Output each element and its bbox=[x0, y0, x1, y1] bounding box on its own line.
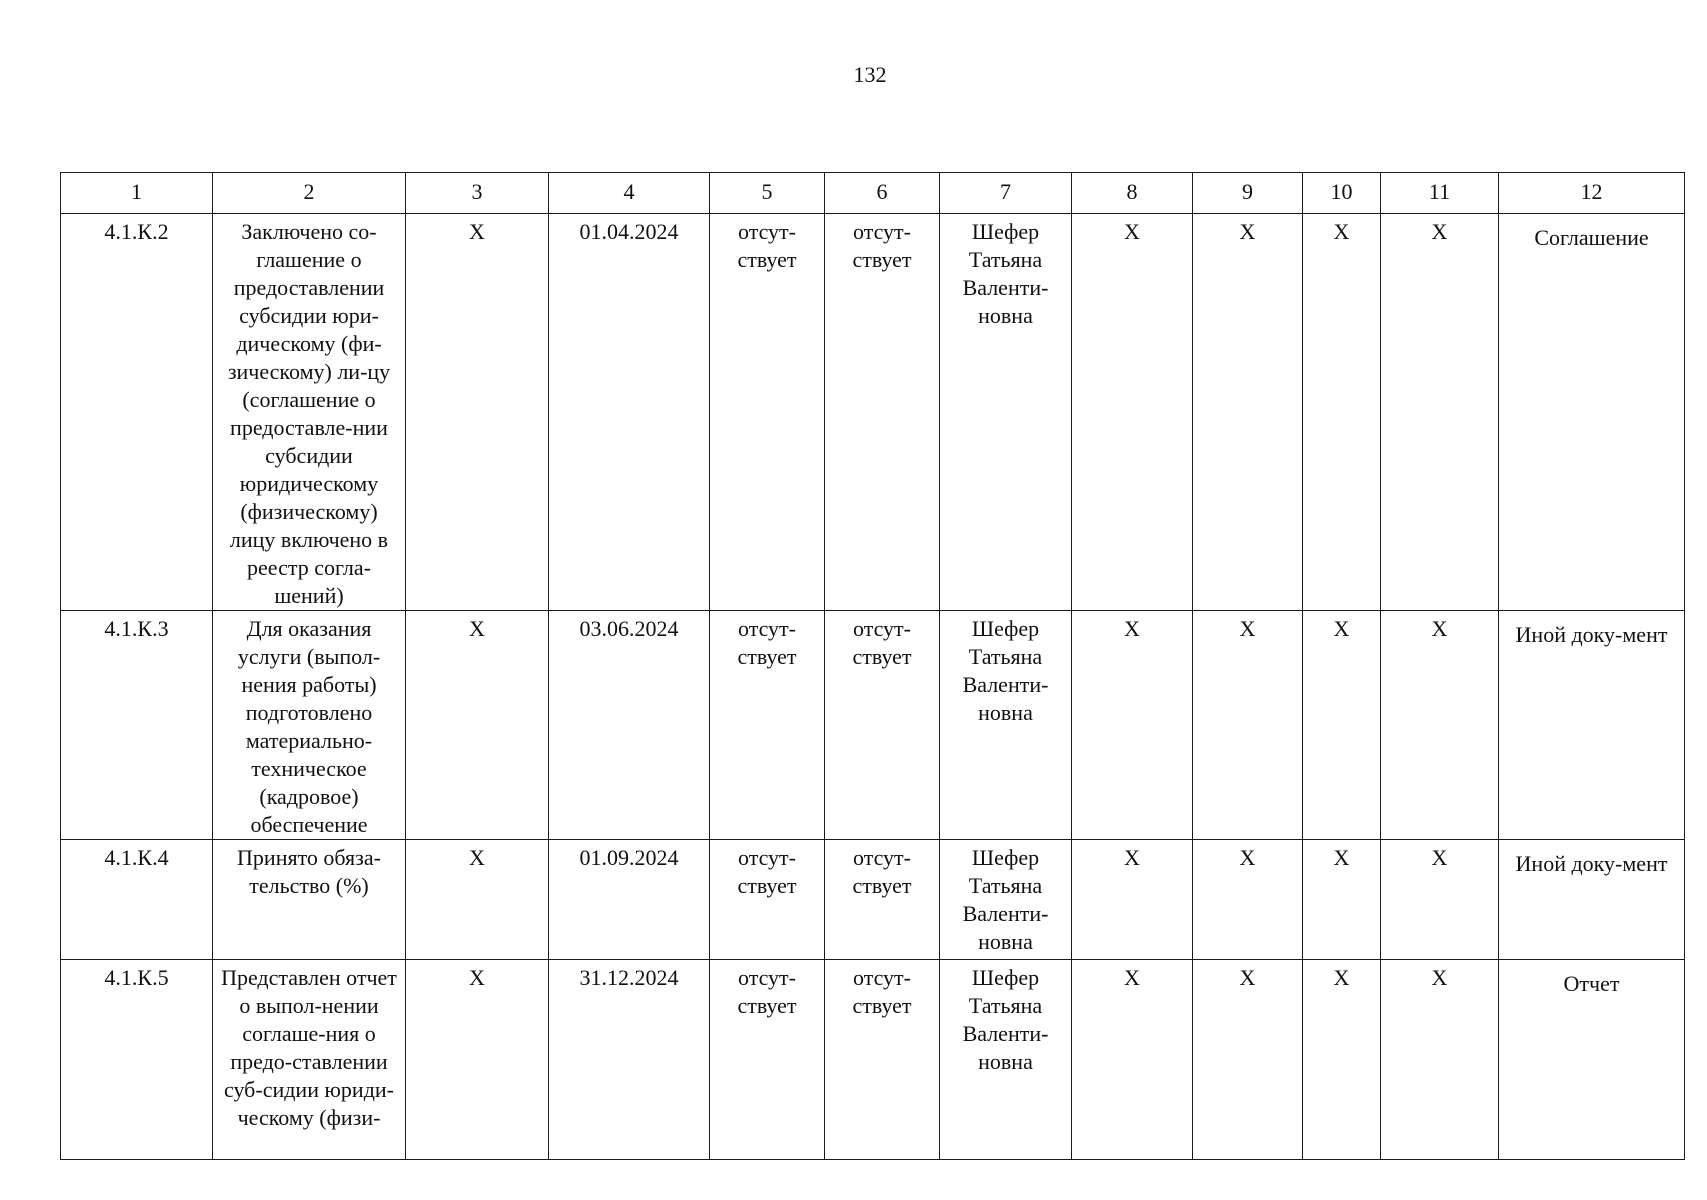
cell-col10: X bbox=[1303, 214, 1381, 611]
cell-col5: отсут-ствует bbox=[710, 960, 825, 1160]
cell-col3: X bbox=[406, 840, 549, 960]
cell-responsible: Шефер Татьяна Валенти-новна bbox=[940, 960, 1072, 1160]
cell-responsible: Шефер Татьяна Валенти-новна bbox=[940, 840, 1072, 960]
cell-col3: X bbox=[406, 214, 549, 611]
cell-col10: X bbox=[1303, 960, 1381, 1160]
cell-col10: X bbox=[1303, 840, 1381, 960]
cell-document: Отчет bbox=[1499, 960, 1685, 1160]
cell-description: Для оказания услуги (выпол-нения работы) подготовлено материально-техническое (кадровое) обеспечение bbox=[213, 611, 406, 840]
column-header: 6 bbox=[825, 173, 940, 214]
column-header: 10 bbox=[1303, 173, 1381, 214]
cell-col8: X bbox=[1072, 960, 1193, 1160]
cell-date: 01.04.2024 bbox=[549, 214, 710, 611]
cell-col8: X bbox=[1072, 611, 1193, 840]
table-row bbox=[61, 840, 1685, 960]
cell-col9: X bbox=[1193, 840, 1303, 960]
cell-col6: отсут-ствует bbox=[825, 960, 940, 1160]
document-table bbox=[60, 172, 1685, 1160]
cell-document: Иной доку-мент bbox=[1499, 611, 1685, 840]
table-row bbox=[61, 214, 1685, 611]
cell-col5: отсут-ствует bbox=[710, 611, 825, 840]
column-header: 2 bbox=[213, 173, 406, 214]
cell-description: Принято обяза-тельство (%) bbox=[213, 840, 406, 960]
cell-date: 01.09.2024 bbox=[549, 840, 710, 960]
column-header: 8 bbox=[1072, 173, 1193, 214]
column-header: 5 bbox=[710, 173, 825, 214]
table-row bbox=[61, 960, 1685, 1160]
cell-col10: X bbox=[1303, 611, 1381, 840]
cell-date: 31.12.2024 bbox=[549, 960, 710, 1160]
column-header: 3 bbox=[406, 173, 549, 214]
column-header: 11 bbox=[1381, 173, 1499, 214]
cell-responsible: Шефер Татьяна Валенти-новна bbox=[940, 611, 1072, 840]
column-header: 1 bbox=[61, 173, 213, 214]
column-header: 12 bbox=[1499, 173, 1685, 214]
cell-col9: X bbox=[1193, 960, 1303, 1160]
cell-responsible: Шефер Татьяна Валенти-новна bbox=[940, 214, 1072, 611]
cell-code: 4.1.К.3 bbox=[61, 611, 213, 840]
cell-col3: X bbox=[406, 960, 549, 1160]
cell-document: Соглашение bbox=[1499, 214, 1685, 611]
cell-code: 4.1.К.5 bbox=[61, 960, 213, 1160]
cell-code: 4.1.К.2 bbox=[61, 214, 213, 611]
cell-col11: X bbox=[1381, 840, 1499, 960]
cell-col11: X bbox=[1381, 960, 1499, 1160]
cell-col6: отсут-ствует bbox=[825, 840, 940, 960]
page-number: 132 bbox=[853, 62, 887, 87]
column-header: 7 bbox=[940, 173, 1072, 214]
cell-col8: X bbox=[1072, 214, 1193, 611]
column-header: 9 bbox=[1193, 173, 1303, 214]
cell-col11: X bbox=[1381, 611, 1499, 840]
cell-col9: X bbox=[1193, 611, 1303, 840]
cell-col8: X bbox=[1072, 840, 1193, 960]
column-header: 4 bbox=[549, 173, 710, 214]
cell-col3: X bbox=[406, 611, 549, 840]
cell-col5: отсут-ствует bbox=[710, 840, 825, 960]
table-header-row bbox=[61, 173, 1685, 214]
cell-description: Заключено со-глашение о предоставлении субсидии юри-дическому (фи-зическому) ли-цу (соглашение о предоставле-нии субсидии юридическому (физическому) лицу включено в реестр согла-шений) bbox=[213, 214, 406, 611]
cell-col9: X bbox=[1193, 214, 1303, 611]
cell-document: Иной доку-мент bbox=[1499, 840, 1685, 960]
cell-col6: отсут-ствует bbox=[825, 611, 940, 840]
cell-col5: отсут-ствует bbox=[710, 214, 825, 611]
cell-col11: X bbox=[1381, 214, 1499, 611]
cell-code: 4.1.К.4 bbox=[61, 840, 213, 960]
cell-description: Представлен отчет о выпол-нении соглаше-ния о предо-ставлении суб-сидии юриди-ческому (физи- bbox=[213, 960, 406, 1160]
cell-date: 03.06.2024 bbox=[549, 611, 710, 840]
cell-col6: отсут-ствует bbox=[825, 214, 940, 611]
table-row bbox=[61, 611, 1685, 840]
